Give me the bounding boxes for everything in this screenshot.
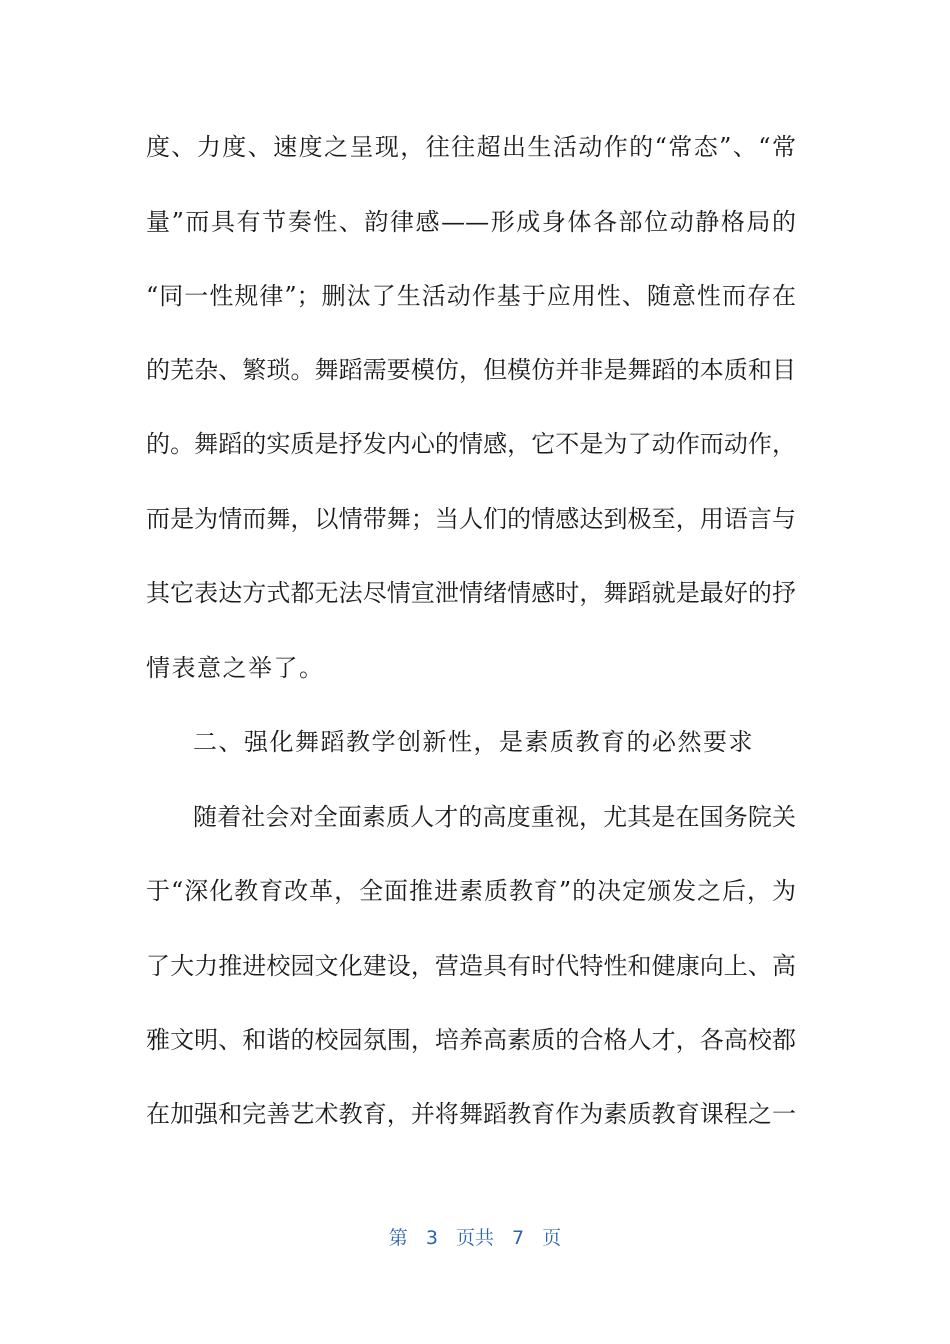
text-line: 了大力推进校园文化建设，营造具有时代特性和健康向上、高 xyxy=(146,952,796,980)
text-line: 的芜杂、繁琐。舞蹈需要模仿，但模仿并非是舞蹈的本质和目 xyxy=(146,356,796,384)
footer-suffix: 页 xyxy=(542,1227,562,1249)
current-page-number: 3 xyxy=(425,1227,438,1249)
footer-prefix: 第 xyxy=(388,1227,408,1249)
total-pages-number: 7 xyxy=(512,1227,525,1249)
text-line: 的。舞蹈的实质是抒发内心的情感，它不是为了动作而动作， xyxy=(146,430,796,458)
text-line: 量”而具有节奏性、韵律感——形成身体各部位动静格局的 xyxy=(146,208,796,236)
footer-middle: 页共 xyxy=(455,1227,494,1249)
section-heading: 二、强化舞蹈教学创新性，是素质教育的必然要求 xyxy=(193,728,754,756)
text-line: 而是为情而舞，以情带舞；当人们的情感达到极至，用语言与 xyxy=(146,505,796,533)
text-line: 情表意之举了。 xyxy=(146,654,325,682)
text-line: 于“深化教育改革，全面推进素质教育”的决定颁发之后，为 xyxy=(146,877,796,905)
text-line: 度、力度、速度之呈现，往往超出生活动作的“常态”、“常 xyxy=(146,133,796,161)
text-line: 雅文明、和谐的校园氛围，培养高素质的合格人才，各高校都 xyxy=(146,1026,796,1054)
text-line: 随着社会对全面素质人才的高度重视，尤其是在国务院关 xyxy=(193,803,796,831)
text-line: “同一性规律”；删汰了生活动作基于应用性、随意性而存在 xyxy=(146,282,796,310)
text-line: 其它表达方式都无法尽情宣泄情绪情感时，舞蹈就是最好的抒 xyxy=(146,579,796,607)
page-footer xyxy=(0,1222,950,1254)
text-line: 在加强和完善艺术教育，并将舞蹈教育作为素质教育课程之一 xyxy=(146,1100,796,1128)
